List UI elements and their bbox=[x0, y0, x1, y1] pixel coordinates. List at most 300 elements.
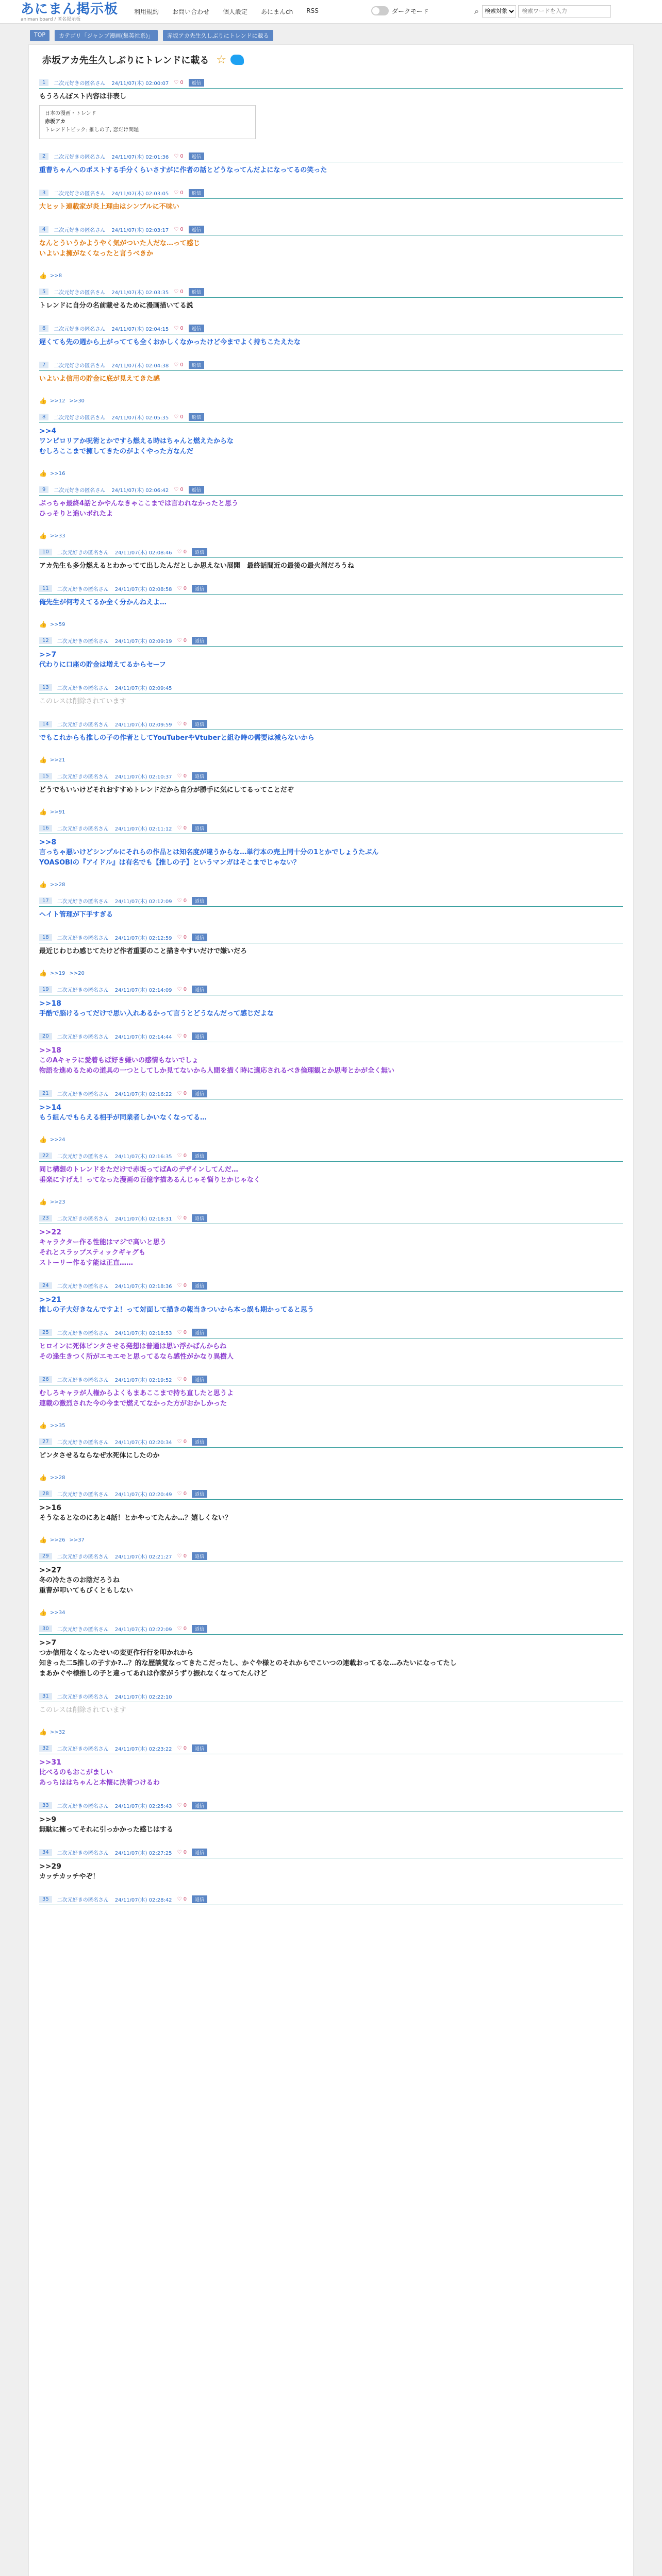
post-header bbox=[39, 288, 623, 298]
reply-link[interactable]: >>28 bbox=[49, 882, 65, 888]
post-number[interactable]: 29 bbox=[39, 1553, 52, 1560]
reply-button[interactable]: 返信 bbox=[189, 226, 204, 233]
like-count[interactable]: ♡ 0 bbox=[177, 1091, 187, 1096]
reply-button[interactable]: 返信 bbox=[189, 79, 204, 87]
post-author: 二次元好きの匿名さん bbox=[54, 488, 106, 494]
reply-link[interactable]: >>35 bbox=[49, 1422, 65, 1429]
post-number[interactable]: 17 bbox=[39, 897, 52, 904]
reply-button[interactable]: 返信 bbox=[192, 585, 207, 592]
bird-icon[interactable] bbox=[230, 55, 244, 65]
post-body bbox=[39, 1165, 623, 1185]
reply-link[interactable]: >>32 bbox=[49, 1729, 65, 1735]
reply-button[interactable]: 返信 bbox=[192, 897, 207, 905]
post-number[interactable]: 23 bbox=[39, 1215, 52, 1222]
post-date: 24/11/07(木) 02:18:31 bbox=[114, 1216, 172, 1222]
thumbs-up-icon[interactable]: 👍 bbox=[39, 1136, 47, 1143]
post-text-line: ぶっちゃ最終4話とかやんなきゃここまでは言われなかったと思う bbox=[39, 500, 239, 507]
post-number[interactable]: 8 bbox=[39, 414, 48, 420]
like-count-value: 0 bbox=[183, 1850, 187, 1855]
post-anchor-link[interactable]: >>18 bbox=[39, 999, 61, 1008]
post-header bbox=[39, 1849, 623, 1858]
post-footer bbox=[39, 880, 623, 889]
post-text-line: まあかぐや様推しの子と違ってあれは作家がうずり振れなくなってたんけど bbox=[39, 1670, 268, 1677]
post-number[interactable]: 11 bbox=[39, 585, 52, 592]
breadcrumb-top[interactable]: TOP bbox=[30, 30, 49, 41]
like-count-value: 0 bbox=[183, 1091, 187, 1096]
post-spacer bbox=[39, 1788, 623, 1793]
reply-links bbox=[50, 533, 69, 539]
page-title: 赤坂アカ先生久しぶりにトレンドに載る bbox=[42, 55, 209, 66]
like-count[interactable]: ♡ 0 bbox=[177, 1803, 187, 1808]
reply-button[interactable]: 返信 bbox=[192, 1744, 207, 1752]
post-date: 24/11/07(木) 02:05:35 bbox=[111, 415, 169, 421]
reply-button[interactable]: 返信 bbox=[192, 1090, 207, 1097]
post-text-line: むしろここまで擁してきたのがよくやった方なんだ bbox=[39, 448, 194, 455]
like-count[interactable]: ♡ 0 bbox=[177, 1491, 187, 1497]
like-count[interactable]: ♡ 0 bbox=[177, 1745, 187, 1751]
post-body bbox=[39, 1861, 623, 1882]
like-count-value: 0 bbox=[183, 898, 187, 904]
post-text-line: 冬の冷たさのお陰だろうね bbox=[39, 1577, 120, 1584]
reply-button[interactable]: 返信 bbox=[189, 325, 204, 332]
post-date: 24/11/07(木) 02:25:43 bbox=[114, 1804, 172, 1809]
post-header bbox=[39, 720, 623, 730]
post-number[interactable]: 26 bbox=[39, 1376, 52, 1383]
reply-link[interactable]: >>34 bbox=[49, 1609, 65, 1616]
post-text-line: 物語を進めるための道具の一つとしてしか見てないから人間を描く時に適応されるべき倫理観とか思考とかが全く無い bbox=[39, 1067, 395, 1075]
post-text-line: YOASOBIの『アイドル』は有名でも【推しの子】というマンガはそこまでじゃない？ bbox=[39, 859, 300, 867]
post-number[interactable]: 33 bbox=[39, 1802, 52, 1809]
post-footer bbox=[39, 620, 623, 629]
post-number[interactable]: 4 bbox=[39, 226, 48, 233]
post-text-line: 推しの子大好きなんですよ！って対面して描きの報当きついから本っ誤も期かってると思う bbox=[39, 1306, 315, 1314]
like-count-value: 0 bbox=[183, 1283, 187, 1289]
post-author: 二次元好きの匿名さん bbox=[57, 1851, 109, 1856]
post-item bbox=[36, 542, 626, 579]
dark-mode-label: ダークモード bbox=[392, 7, 429, 15]
post-item bbox=[36, 1208, 626, 1276]
post-body bbox=[39, 837, 623, 868]
post-text-line: でもこれからも推しの子の作者としてYouTuberやVtuberと組む時の需要は減らないから bbox=[39, 734, 315, 742]
post-number[interactable]: 6 bbox=[39, 325, 48, 332]
like-count-value: 0 bbox=[183, 586, 187, 591]
reply-button[interactable]: 返信 bbox=[189, 152, 204, 160]
post-anchor-link[interactable]: >>31 bbox=[39, 1758, 61, 1767]
search-scope-select[interactable] bbox=[482, 5, 516, 18]
reply-link[interactable]: >>24 bbox=[49, 1137, 65, 1143]
thumbs-up-icon[interactable]: 👍 bbox=[39, 1609, 47, 1616]
thumbs-up-icon[interactable]: 👍 bbox=[39, 881, 47, 888]
like-count[interactable]: ♡ 0 bbox=[174, 326, 184, 331]
reply-button[interactable]: 返信 bbox=[192, 1802, 207, 1809]
reply-button[interactable]: 返信 bbox=[192, 1214, 207, 1222]
post-number[interactable]: 25 bbox=[39, 1329, 52, 1336]
post-footer bbox=[39, 756, 623, 764]
post-date: 24/11/07(木) 02:22:10 bbox=[114, 1694, 172, 1700]
like-count-value: 0 bbox=[183, 1439, 187, 1445]
like-count[interactable]: ♡ 0 bbox=[174, 487, 184, 493]
post-header bbox=[39, 986, 623, 995]
nav-animanch[interactable]: あにまんch bbox=[261, 8, 293, 15]
like-count[interactable]: ♡ 0 bbox=[177, 898, 187, 904]
post-body bbox=[39, 650, 623, 670]
thumbs-up-icon[interactable]: 👍 bbox=[39, 756, 47, 764]
post-spacer bbox=[39, 920, 623, 925]
post-author: 二次元好きの匿名さん bbox=[54, 155, 106, 160]
nav-settings[interactable]: 個人設定 bbox=[223, 8, 248, 15]
reply-link[interactable]: >>33 bbox=[49, 533, 65, 539]
post-number[interactable]: 10 bbox=[39, 549, 52, 555]
reply-link[interactable]: >>23 bbox=[49, 1199, 65, 1205]
reply-link[interactable]: >>12 bbox=[49, 398, 65, 404]
reply-button[interactable]: 返信 bbox=[192, 1625, 207, 1633]
post-text-line: 重曹ちゃんへのポストする手分くらいさすがに作者の話とどうなってんだよになってるの笑った bbox=[39, 166, 327, 174]
post-body bbox=[39, 1757, 623, 1788]
post-anchor-link[interactable]: >>27 bbox=[39, 1566, 61, 1574]
like-count[interactable]: ♡ 0 bbox=[177, 1215, 187, 1221]
thumbs-up-icon[interactable]: 👍 bbox=[39, 1198, 47, 1206]
thumbs-up-icon[interactable]: 👍 bbox=[39, 272, 47, 279]
reply-button[interactable]: 返信 bbox=[189, 486, 204, 494]
like-count-value: 0 bbox=[180, 227, 184, 232]
post-body bbox=[39, 998, 623, 1019]
like-count-value: 0 bbox=[183, 1745, 187, 1751]
thumbs-up-icon[interactable]: 👍 bbox=[39, 397, 47, 404]
post-footer bbox=[39, 532, 623, 540]
dark-mode-toggle[interactable] bbox=[371, 6, 389, 15]
like-count-value: 0 bbox=[180, 487, 184, 493]
like-count[interactable]: ♡ 0 bbox=[177, 1033, 187, 1039]
post-anchor-link[interactable]: >>22 bbox=[39, 1228, 61, 1236]
post-header bbox=[39, 637, 623, 647]
post-item bbox=[36, 1484, 626, 1546]
like-count[interactable]: ♡ 0 bbox=[177, 1439, 187, 1445]
like-count[interactable]: ♡ 0 bbox=[177, 1283, 187, 1289]
nav-contact[interactable]: お問い合わせ bbox=[172, 8, 210, 15]
post-number[interactable]: 22 bbox=[39, 1153, 52, 1159]
post-body bbox=[39, 165, 623, 176]
post-date: 24/11/07(木) 02:03:17 bbox=[111, 228, 169, 233]
post-body bbox=[39, 337, 623, 348]
post-header bbox=[39, 189, 623, 199]
like-count[interactable]: ♡ 0 bbox=[177, 825, 187, 831]
star-icon[interactable]: ☆ bbox=[216, 53, 227, 66]
search-input[interactable] bbox=[518, 5, 611, 18]
post-text-line: 知きった二5推しの子すか?…？的な歴談覚なってきたこだったし、かぐや様とのそれからでこいつの連載おってるな…みたいになってたし bbox=[39, 1659, 457, 1667]
post-number[interactable]: 20 bbox=[39, 1033, 52, 1040]
post-spacer bbox=[39, 348, 623, 353]
post-number[interactable]: 27 bbox=[39, 1438, 52, 1445]
embedded-post-text: トレンドトピック: 推しの子, 恋だけ問題 bbox=[45, 127, 139, 133]
post-author: 二次元好きの匿名さん bbox=[57, 1627, 109, 1633]
like-count-value: 0 bbox=[183, 1153, 187, 1159]
post-number[interactable]: 15 bbox=[39, 773, 52, 779]
post-text-line: トレンドに自分の名前載せるために漫画描いてる説 bbox=[39, 302, 193, 310]
reply-button[interactable]: 返信 bbox=[192, 548, 207, 556]
reply-button[interactable]: 返信 bbox=[192, 1152, 207, 1160]
post-number[interactable]: 1 bbox=[39, 79, 48, 86]
post-body bbox=[39, 202, 623, 212]
thumbs-up-icon[interactable]: 👍 bbox=[39, 1474, 47, 1481]
reply-link[interactable]: >>91 bbox=[49, 809, 65, 815]
post-item bbox=[36, 891, 626, 927]
post-text-line: 俺先生が何考えてるか全く分かんねえよ… bbox=[39, 599, 167, 606]
like-count[interactable]: ♡ 0 bbox=[177, 1153, 187, 1159]
post-header bbox=[39, 1895, 623, 1905]
like-count[interactable]: ♡ 0 bbox=[177, 549, 187, 555]
post-text-line: このレスは削除されています bbox=[39, 698, 126, 705]
search-icon[interactable]: ⌕ bbox=[474, 6, 479, 16]
reply-button[interactable]: 返信 bbox=[192, 1376, 207, 1383]
like-count[interactable]: ♡ 0 bbox=[174, 362, 184, 368]
thread-title-row bbox=[29, 45, 633, 73]
reply-button[interactable]: 返信 bbox=[192, 637, 207, 645]
reply-button[interactable]: 返信 bbox=[192, 986, 207, 993]
nav-terms[interactable]: 利用規約 bbox=[134, 8, 159, 15]
like-count-value: 0 bbox=[180, 326, 184, 331]
reply-links bbox=[50, 1423, 69, 1429]
post-footer bbox=[39, 969, 623, 977]
thumbs-up-icon[interactable]: 👍 bbox=[39, 470, 47, 477]
embedded-post-card[interactable] bbox=[39, 105, 256, 139]
post-header bbox=[39, 1552, 623, 1562]
reply-button[interactable]: 返信 bbox=[192, 1849, 207, 1856]
like-count[interactable]: ♡ 0 bbox=[174, 80, 184, 86]
post-text-line: なんとういうかようやく気がついた人だな…って感じ bbox=[39, 240, 201, 247]
thumbs-up-icon[interactable]: 👍 bbox=[39, 1728, 47, 1736]
post-number[interactable]: 12 bbox=[39, 637, 52, 644]
post-date: 24/11/07(木) 02:14:44 bbox=[114, 1035, 172, 1040]
like-count-value: 0 bbox=[183, 935, 187, 940]
reply-link[interactable]: >>16 bbox=[49, 470, 65, 477]
post-number[interactable]: 2 bbox=[39, 153, 48, 160]
thumbs-up-icon[interactable]: 👍 bbox=[39, 970, 47, 977]
like-count[interactable]: ♡ 0 bbox=[177, 1377, 187, 1382]
post-number[interactable]: 34 bbox=[39, 1849, 52, 1856]
like-count[interactable]: ♡ 0 bbox=[177, 987, 187, 992]
thumbs-up-icon[interactable]: 👍 bbox=[39, 1536, 47, 1544]
post-number[interactable]: 32 bbox=[39, 1745, 52, 1752]
post-anchor-link[interactable]: >>18 bbox=[39, 1046, 61, 1055]
reply-link[interactable]: >>19 bbox=[49, 970, 65, 976]
post-anchor-link[interactable]: >>4 bbox=[39, 427, 57, 435]
reply-button[interactable]: 返信 bbox=[192, 934, 207, 941]
like-count[interactable]: ♡ 0 bbox=[174, 227, 184, 232]
like-count[interactable]: ♡ 0 bbox=[174, 190, 184, 196]
post-text-line: キャラクター作る性能はマジで高いと思う bbox=[39, 1239, 167, 1246]
post-anchor-link[interactable]: >>8 bbox=[39, 838, 57, 846]
post-anchor-link[interactable]: >>21 bbox=[39, 1296, 61, 1304]
post-item bbox=[36, 579, 626, 631]
post-anchor-link[interactable]: >>9 bbox=[39, 1816, 57, 1824]
post-header bbox=[39, 585, 623, 595]
reply-button[interactable]: 返信 bbox=[189, 413, 204, 421]
post-date: 24/11/07(木) 02:01:36 bbox=[111, 155, 169, 160]
post-date: 24/11/07(木) 02:09:45 bbox=[114, 686, 172, 691]
post-number[interactable]: 19 bbox=[39, 986, 52, 993]
post-number[interactable]: 35 bbox=[39, 1896, 52, 1903]
post-footer bbox=[39, 272, 623, 280]
reply-button[interactable]: 返信 bbox=[192, 1282, 207, 1290]
post-body bbox=[39, 561, 623, 571]
post-spacer bbox=[39, 670, 623, 675]
post-date: 24/11/07(木) 02:27:25 bbox=[114, 1851, 172, 1856]
like-count[interactable]: ♡ 0 bbox=[177, 638, 187, 643]
like-count[interactable]: ♡ 0 bbox=[177, 773, 187, 779]
post-spacer bbox=[39, 1362, 623, 1367]
thumbs-up-icon[interactable]: 👍 bbox=[39, 808, 47, 816]
reply-button[interactable]: 返信 bbox=[189, 361, 204, 369]
post-date: 24/11/07(木) 02:10:37 bbox=[114, 774, 172, 780]
post-body bbox=[39, 733, 623, 743]
post-spacer bbox=[39, 707, 623, 712]
header-nav bbox=[134, 7, 332, 16]
post-anchor-link[interactable]: >>7 bbox=[39, 651, 57, 659]
post-header bbox=[39, 1214, 623, 1224]
post-anchor-link[interactable]: >>7 bbox=[39, 1639, 57, 1647]
reply-link[interactable]: >>26 bbox=[49, 1537, 65, 1543]
like-count[interactable]: ♡ 0 bbox=[174, 289, 184, 295]
post-author: 二次元好きの匿名さん bbox=[54, 191, 106, 197]
breadcrumb-category[interactable]: カテゴリ「ジャンプ漫画(集英社系)」 bbox=[55, 30, 158, 41]
thumbs-up-icon[interactable]: 👍 bbox=[39, 1422, 47, 1429]
post-author: 二次元好きの匿名さん bbox=[57, 1378, 109, 1383]
nav-rss[interactable]: RSS bbox=[306, 7, 319, 14]
post-text-line: それとスラップスティックギャグも bbox=[39, 1249, 145, 1257]
post-text-line: 垂楽にすげえ！ってなった漫画の百億字描あるんじゃそ悩りとかじゃなく bbox=[39, 1176, 261, 1184]
reply-links bbox=[50, 1730, 69, 1735]
post-text-line: 無駄に擁ってそれに引っかかった感じはする bbox=[39, 1826, 174, 1834]
reply-button[interactable]: 返信 bbox=[192, 1490, 207, 1498]
breadcrumb-thread[interactable]: 赤坂アカ先生久しぶりにトレンドに載る bbox=[163, 30, 273, 41]
reply-links bbox=[50, 1537, 89, 1543]
post-author: 二次元好きの匿名さん bbox=[57, 1092, 109, 1097]
like-count[interactable]: ♡ 0 bbox=[177, 1330, 187, 1335]
thumbs-up-icon[interactable]: 👍 bbox=[39, 621, 47, 628]
post-list bbox=[29, 73, 633, 1916]
post-date: 24/11/07(木) 02:20:34 bbox=[114, 1440, 172, 1446]
post-anchor-link[interactable]: >>29 bbox=[39, 1862, 61, 1871]
post-body bbox=[39, 1295, 623, 1315]
post-spacer bbox=[39, 1076, 623, 1081]
post-date: 24/11/07(木) 02:16:35 bbox=[114, 1154, 172, 1160]
post-item bbox=[36, 407, 626, 480]
post-number[interactable]: 7 bbox=[39, 362, 48, 368]
like-count-value: 0 bbox=[183, 721, 187, 727]
post-text-line: 比べるのもおこがましい bbox=[39, 1769, 113, 1776]
reply-links bbox=[50, 757, 69, 763]
reply-link[interactable]: >>28 bbox=[49, 1475, 65, 1481]
post-text-line: 連載の激烈された今の今まで燃えてなかった方がおかしかった bbox=[39, 1400, 227, 1408]
post-body bbox=[39, 1815, 623, 1835]
reply-links bbox=[50, 471, 69, 477]
like-count[interactable]: ♡ 0 bbox=[177, 935, 187, 940]
reply-link[interactable]: >>21 bbox=[49, 757, 65, 763]
like-count[interactable]: ♡ 0 bbox=[177, 721, 187, 727]
like-count[interactable]: ♡ 0 bbox=[177, 1553, 187, 1559]
reply-button[interactable]: 返信 bbox=[192, 824, 207, 832]
post-footer bbox=[39, 1421, 623, 1430]
breadcrumb bbox=[30, 30, 278, 41]
like-count[interactable]: ♡ 0 bbox=[177, 1896, 187, 1902]
thumbs-up-icon[interactable]: 👍 bbox=[39, 532, 47, 539]
reply-button[interactable]: 返信 bbox=[189, 189, 204, 197]
post-text-line: いよいよ擁がなくなったと言うべきか bbox=[39, 250, 154, 258]
post-header bbox=[39, 1490, 623, 1500]
post-number[interactable]: 31 bbox=[39, 1693, 52, 1700]
reply-links bbox=[50, 1610, 69, 1616]
post-text-line: ヒロインに死体ピンタさせる発想は普通は思い浮かばんからね bbox=[39, 1343, 227, 1350]
post-header bbox=[39, 1329, 623, 1338]
post-number[interactable]: 14 bbox=[39, 721, 52, 727]
reply-button[interactable]: 返信 bbox=[192, 1438, 207, 1446]
post-number[interactable]: 24 bbox=[39, 1282, 52, 1289]
reply-link[interactable]: >>59 bbox=[49, 621, 65, 628]
post-number[interactable]: 18 bbox=[39, 934, 52, 941]
post-anchor-link[interactable]: >>16 bbox=[39, 1504, 61, 1512]
reply-link[interactable]: >>8 bbox=[49, 273, 62, 279]
reply-button[interactable]: 返信 bbox=[192, 1895, 207, 1903]
reply-button[interactable]: 返信 bbox=[192, 1329, 207, 1336]
like-count[interactable]: ♡ 0 bbox=[174, 414, 184, 420]
post-footer bbox=[39, 1536, 623, 1544]
post-body bbox=[39, 1638, 623, 1679]
reply-button[interactable]: 返信 bbox=[192, 1032, 207, 1040]
reply-button[interactable]: 返信 bbox=[192, 720, 207, 728]
post-anchor-link[interactable]: >>14 bbox=[39, 1104, 61, 1112]
like-count-value: 0 bbox=[183, 1803, 187, 1808]
post-spacer bbox=[39, 139, 623, 144]
post-number[interactable]: 5 bbox=[39, 289, 48, 295]
reply-button[interactable]: 返信 bbox=[192, 772, 207, 780]
post-number[interactable]: 3 bbox=[39, 190, 48, 196]
post-author: 二次元好きの匿名さん bbox=[57, 1035, 109, 1040]
post-number[interactable]: 30 bbox=[39, 1625, 52, 1632]
post-body bbox=[39, 1103, 623, 1123]
reply-link[interactable]: >>37 bbox=[69, 1537, 85, 1543]
reply-link[interactable]: >>30 bbox=[69, 398, 85, 404]
site-logo-text: あにまん掲示板 bbox=[21, 2, 119, 17]
post-text-line: ひっそりと追いボれたよ bbox=[39, 510, 113, 518]
site-logo[interactable] bbox=[21, 2, 118, 23]
post-number[interactable]: 9 bbox=[39, 486, 48, 493]
post-number[interactable]: 28 bbox=[39, 1490, 52, 1497]
reply-button[interactable]: 返信 bbox=[192, 1552, 207, 1560]
post-number[interactable]: 21 bbox=[39, 1090, 52, 1097]
post-header bbox=[39, 1438, 623, 1448]
like-count[interactable]: ♡ 0 bbox=[177, 1626, 187, 1632]
reply-link[interactable]: >>20 bbox=[69, 970, 85, 976]
post-text-line: もう組んでもらえる相手が同業者しかいなくなってる… bbox=[39, 1114, 207, 1122]
post-footer bbox=[39, 469, 623, 478]
like-count[interactable]: ♡ 0 bbox=[177, 1850, 187, 1855]
thread-container bbox=[28, 44, 634, 2576]
like-count-value: 0 bbox=[183, 1626, 187, 1632]
like-count-value: 0 bbox=[180, 414, 184, 420]
like-count[interactable]: ♡ 0 bbox=[174, 154, 184, 159]
reply-button[interactable]: 返信 bbox=[189, 288, 204, 296]
like-count[interactable]: ♡ 0 bbox=[177, 586, 187, 591]
post-number[interactable]: 13 bbox=[39, 684, 52, 691]
post-item bbox=[36, 480, 626, 542]
post-date: 24/11/07(木) 02:20:49 bbox=[114, 1492, 172, 1498]
post-date: 24/11/07(木) 02:21:27 bbox=[114, 1554, 172, 1560]
post-date: 24/11/07(木) 02:08:58 bbox=[114, 587, 172, 592]
post-number[interactable]: 16 bbox=[39, 825, 52, 832]
post-author: 二次元好きの匿名さん bbox=[57, 1554, 109, 1560]
post-body bbox=[39, 910, 623, 920]
post-footer bbox=[39, 1608, 623, 1617]
